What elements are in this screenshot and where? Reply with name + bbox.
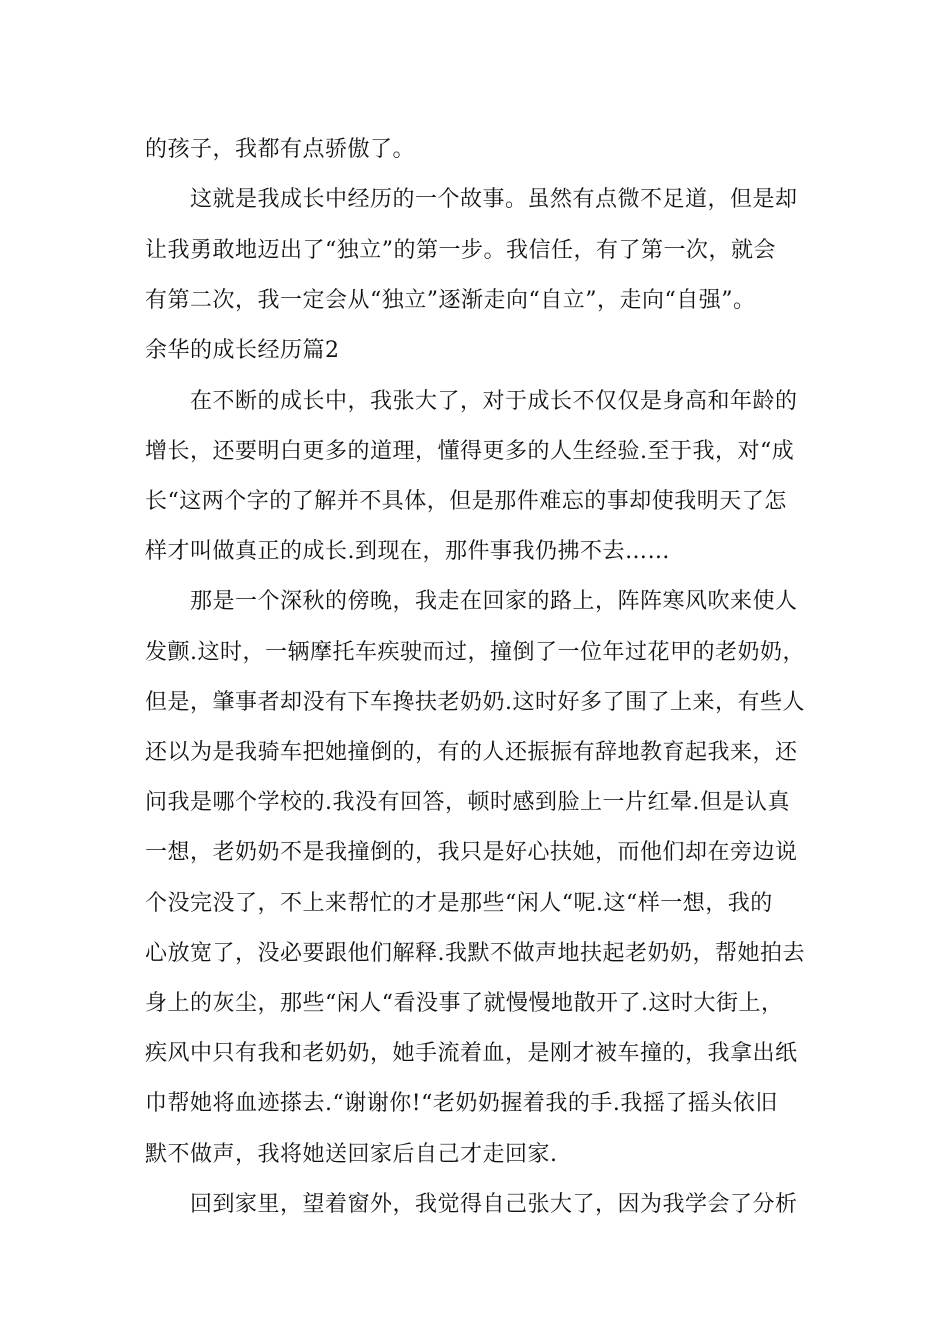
text-line: 身上的灰尘，那些“闲人“看没事了就慢慢地散开了.这时大街上，: [145, 991, 784, 1016]
text-line: 有第二次，我一定会从“独立”逐渐走向“自立”，走向“自强”。: [145, 288, 756, 313]
text-line: 让我勇敢地迈出了“独立”的第一步。我信任，有了第一次，就会: [145, 238, 776, 263]
text-line: 发颤.这时，一辆摩托车疾驶而过，撞倒了一位年过花甲的老奶奶，: [145, 640, 805, 665]
text-line: 默不做声，我将她送回家后自己才走回家.: [145, 1142, 558, 1167]
text-line: 还以为是我骑车把她撞倒的，有的人还振振有辞地教育起我来，还: [145, 740, 798, 765]
paragraph-start-line: 那是一个深秋的傍晚，我走在回家的路上，阵阵寒风吹来使人: [190, 589, 798, 614]
text-line: 问我是哪个学校的.我没有回答，顿时感到脸上一片红晕.但是认真: [145, 790, 790, 815]
paragraph-start-line: 回到家里，望着窗外，我觉得自己张大了，因为我学会了分析: [190, 1192, 798, 1217]
text-line: 心放宽了，没必要跟他们解释.我默不做声地扶起老奶奶，帮她拍去: [145, 941, 805, 966]
text-line: 的孩子，我都有点骄傲了。: [145, 137, 416, 162]
text-line: 疾风中只有我和老奶奶，她手流着血，是刚才被车撞的，我拿出纸: [145, 1041, 798, 1066]
text-line: 巾帮她将血迹搽去.“谢谢你!“老奶奶握着我的手.我摇了摇头依旧: [145, 1091, 778, 1116]
text-line: 长“这两个字的了解并不具体，但是那件难忘的事却使我明天了怎: [145, 489, 787, 514]
paragraph-start-line: 这就是我成长中经历的一个故事。虽然有点微不足道，但是却: [190, 187, 798, 212]
text-line: 个没完没了，不上来帮忙的才是那些“闲人“呢.这“样一想，我的: [145, 891, 773, 916]
text-line: 但是，肇事者却没有下车搀扶老奶奶.这时好多了围了上来，有些人: [145, 690, 805, 715]
text-line: 一想，老奶奶不是我撞倒的，我只是好心扶她，而他们却在旁边说: [145, 840, 798, 865]
text-line: 样才叫做真正的成长.到现在，那件事我仍拂不去……: [145, 539, 670, 564]
paragraph-start-line: 在不断的成长中，我张大了，对于成长不仅仅是身高和年龄的: [190, 389, 798, 414]
text-line: 增长，还要明白更多的道理，懂得更多的人生经验.至于我，对“成: [145, 439, 795, 464]
section-heading: 余华的成长经历篇2: [145, 338, 340, 363]
